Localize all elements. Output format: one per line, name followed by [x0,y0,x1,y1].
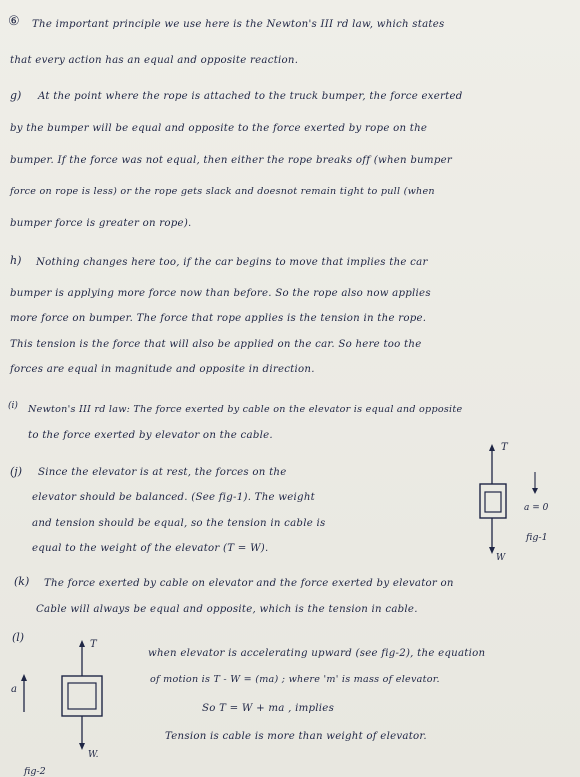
section-j-line-3: and tension should be equal, so the tension in cable is [32,518,326,529]
section-g-line-5: bumper force is greater on rope). [10,218,192,229]
fig-1-t-label: T [501,442,508,453]
fig-2-caption: fig-2 [24,766,46,777]
section-i-line-2: to the force exerted by elevator on the cable. [28,430,273,441]
fig-1-elevator-inner [485,492,501,512]
section-h-line-1: Nothing changes here too, if the car begins to move that implies the car [36,257,428,268]
fig-2-elevator-inner [68,683,96,709]
fig-1-elevator-box [480,484,506,518]
section-h-line-5: forces are equal in magnitude and opposite in direction. [10,364,315,375]
section-k-line-1: The force exerted by cable on elevator and the force exerted by elevator on [44,578,454,589]
fig-2-w-label: W. [88,750,99,760]
section-g-line-3: bumper. If the force was not equal, then either the rope breaks off (when bumper [10,155,452,166]
section-j-line-1: Since the elevator is at rest, the forces on the [38,467,287,478]
section-h-line-2: bumper is applying more force now than before. So the rope also now applies [10,288,431,299]
fig-2-t-label: T [90,639,97,650]
section-k-line-2: Cable will always be equal and opposite, which is the tension in cable. [36,604,418,615]
section-i-marker: (i) [8,401,18,411]
section-6-marker: ⑥ [8,14,20,29]
section-h-line-3: more force on bumper. The force that rope applies is the tension in the rope. [10,313,427,324]
fig-2-weight-arrowhead [79,743,85,750]
section-h-marker: h) [10,254,22,267]
section-l-line-1: when elevator is accelerating upward (see fig-2), the equation [148,648,486,659]
fig-1-accel-arrowhead [532,488,538,494]
section-g-line-1: At the point where the rope is attached to the truck bumper, the force exerted [38,91,463,102]
fig-1-a-label: a = 0 [524,503,549,513]
fig-1-w-label: W [496,553,506,563]
section-l-line-4: Tension is cable is more than weight of elevator. [165,731,427,742]
section-h-line-4: This tension is the force that will also be applied on the car. So here too the [10,339,422,350]
section-6-line-1: The important principle we use here is the Newton's III rd law, which states [32,19,445,30]
fig-1-diagram [470,438,570,568]
section-j-marker: (j) [10,465,22,478]
fig-1-tension-arrowhead [489,444,495,451]
section-k-marker: (k) [14,575,30,588]
section-g-line-4: force on rope is less) or the rope gets slack and doesnot remain tight to pull (when [10,186,435,197]
fig-2-tension-arrowhead [79,640,85,647]
section-6-line-2: that every action has an equal and opposite reaction. [10,55,299,66]
section-j-line-2: elevator should be balanced. (See fig-1). The weight [32,492,315,503]
section-i-line-1: Newton's III rd law: The force exerted by cable on the elevator is equal and opposite [28,404,463,415]
section-j-line-4: equal to the weight of the elevator (T = W). [32,543,269,554]
fig-1-weight-arrowhead [489,547,495,554]
section-g-marker: g) [10,89,22,102]
fig-2-diagram [8,636,128,777]
fig-1-caption: fig-1 [526,532,548,543]
fig-2-a-label: a [11,684,17,695]
section-l-marker: (l) [12,631,25,644]
section-l-line-2: of motion is T - W = (ma) ; where 'm' is mass of elevator. [150,674,440,685]
section-g-line-2: by the bumper will be equal and opposite to the force exerted by rope on the [10,123,428,134]
section-l-line-3: So T = W + ma , implies [202,703,335,714]
fig-2-accel-arrowhead [21,674,27,681]
